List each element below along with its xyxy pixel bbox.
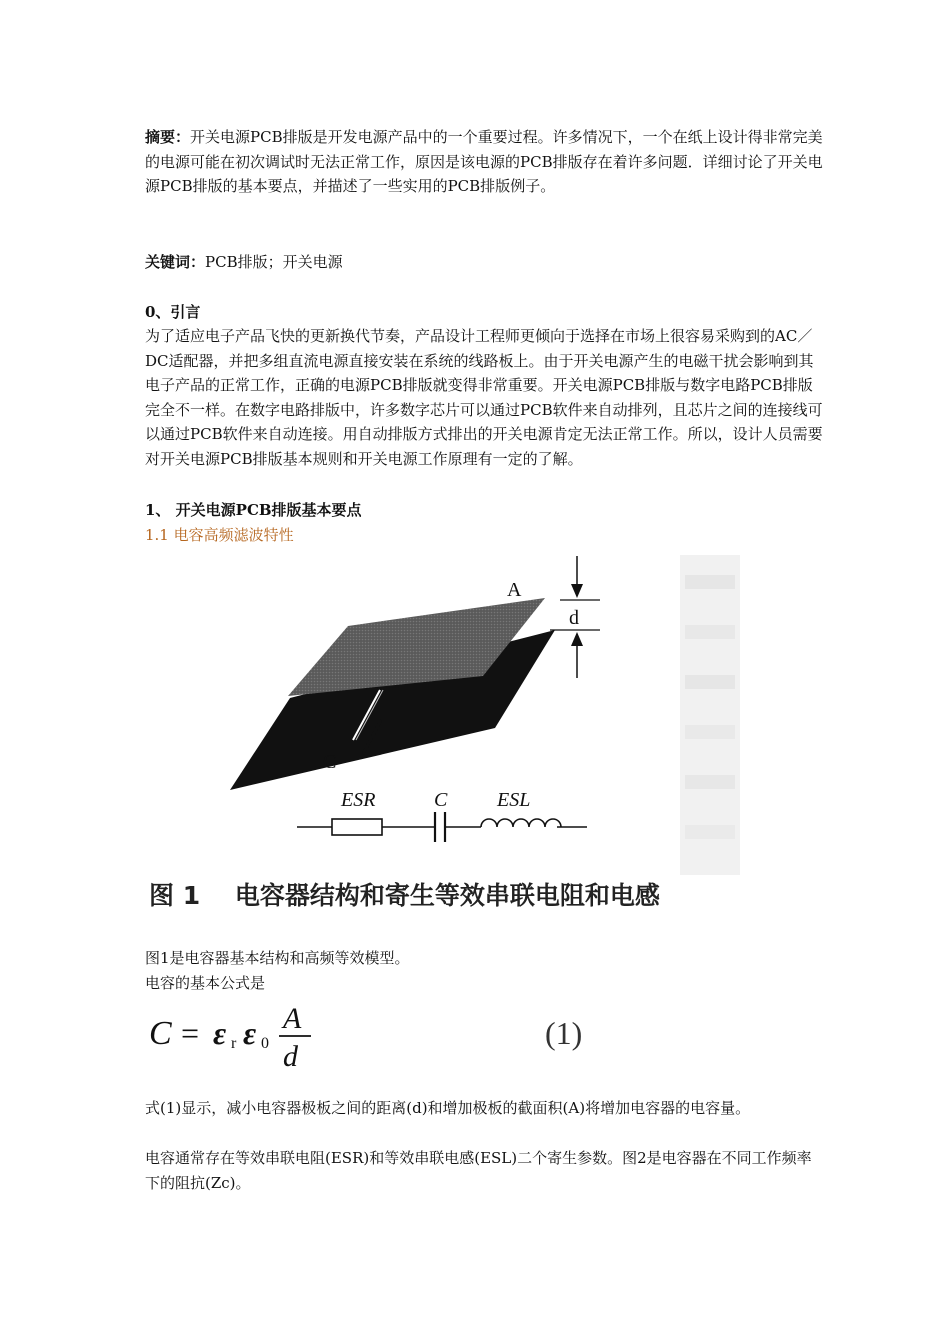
intro-paragraph: 为了适应电子产品飞快的更新换代节奏，产品设计工程师更倾向于选择在市场上很容易采购到的AC／DC适配器，并把多组直流电源直接安装在系统的线路板上。由于开关电源产生的电磁干扰会影响到其电子产品的正常工作，正确的电源PCB排版就变得非常重要。开关电源PCB排版与数字电路PCB排版完全不一样。在数字电路排版中，许多数字芯片可以通过PCB软件来自动排列，且芯片之间的连接线可以通过PCB软件来自动连接。用自动排版方式排出的开关电源肯定无法正常工作。所以，设计人员需要对开关电源PCB排版基本规则和开关电源工作原理有一定的了解。 bbox=[145, 327, 823, 468]
figure-1-caption: 图 1 电容器结构和寄生等效串联电阻和电感 bbox=[149, 881, 660, 910]
formula-lhs: C bbox=[149, 1015, 172, 1052]
esr-label: ESR bbox=[341, 789, 376, 811]
section-1-1-heading: 1.1 电容高频滤波特性 bbox=[145, 526, 294, 544]
label-c: C bbox=[323, 751, 337, 773]
abstract-paragraph bbox=[145, 125, 825, 199]
intro-heading: 0、引言 bbox=[145, 303, 201, 321]
capacitor-structure-figure bbox=[145, 548, 745, 918]
parasitic-paragraph: 电容通常存在等效串联电阻(ESR)和等效串联电感(ESL)二个寄生参数。图2是电容器在不同工作频率下的阻抗(Zc)。 bbox=[145, 1149, 812, 1192]
formula-eps-r: ε bbox=[213, 1015, 227, 1051]
formula-intro: 电容的基本公式是 bbox=[145, 974, 266, 992]
formula-explanation: 式(1)显示，减小电容器极板之间的距离(d)和增加极板的截面积(A)将增加电容器的电容量。 bbox=[145, 1099, 751, 1117]
formula-numerator: A bbox=[283, 1002, 302, 1035]
figure-1-note: 图1是电容器基本结构和高频等效模型。 bbox=[145, 949, 410, 967]
esl-inductor bbox=[481, 819, 561, 827]
formula-eps-0: ε bbox=[243, 1015, 257, 1051]
formula-number: (1) bbox=[545, 1015, 583, 1051]
capacitance-formula bbox=[145, 1000, 605, 1080]
section-1-heading: 1、 开关电源PCB排版基本要点 bbox=[145, 501, 362, 519]
esl-label: ESL bbox=[497, 789, 531, 811]
keywords-label: 关键词： bbox=[145, 253, 206, 271]
abstract-label: 摘要： bbox=[145, 128, 191, 146]
label-d: d bbox=[569, 607, 579, 629]
label-a: A bbox=[507, 579, 522, 601]
esr-resistor bbox=[332, 819, 382, 835]
abstract-text: 开关电源PCB排版是开发电源产品中的一个重要过程。许多情况下，一个在纸上设计得非常完美的电源可能在初次调试时无法正常工作，原因是该电源的PCB排版存在着许多问题．详细讨论了开关电源PCB排版的基本要点，并描述了一些实用的PCB排版例子。 bbox=[145, 128, 823, 195]
cap-label: C bbox=[434, 789, 448, 811]
keywords-paragraph bbox=[145, 250, 825, 275]
formula-sub-0: 0 bbox=[261, 1035, 269, 1052]
formula-denominator: d bbox=[283, 1040, 298, 1073]
formula-eq: = bbox=[181, 1015, 200, 1051]
formula-sub-r: r bbox=[231, 1035, 237, 1052]
keywords-text: PCB排版；开关电源 bbox=[205, 253, 343, 271]
